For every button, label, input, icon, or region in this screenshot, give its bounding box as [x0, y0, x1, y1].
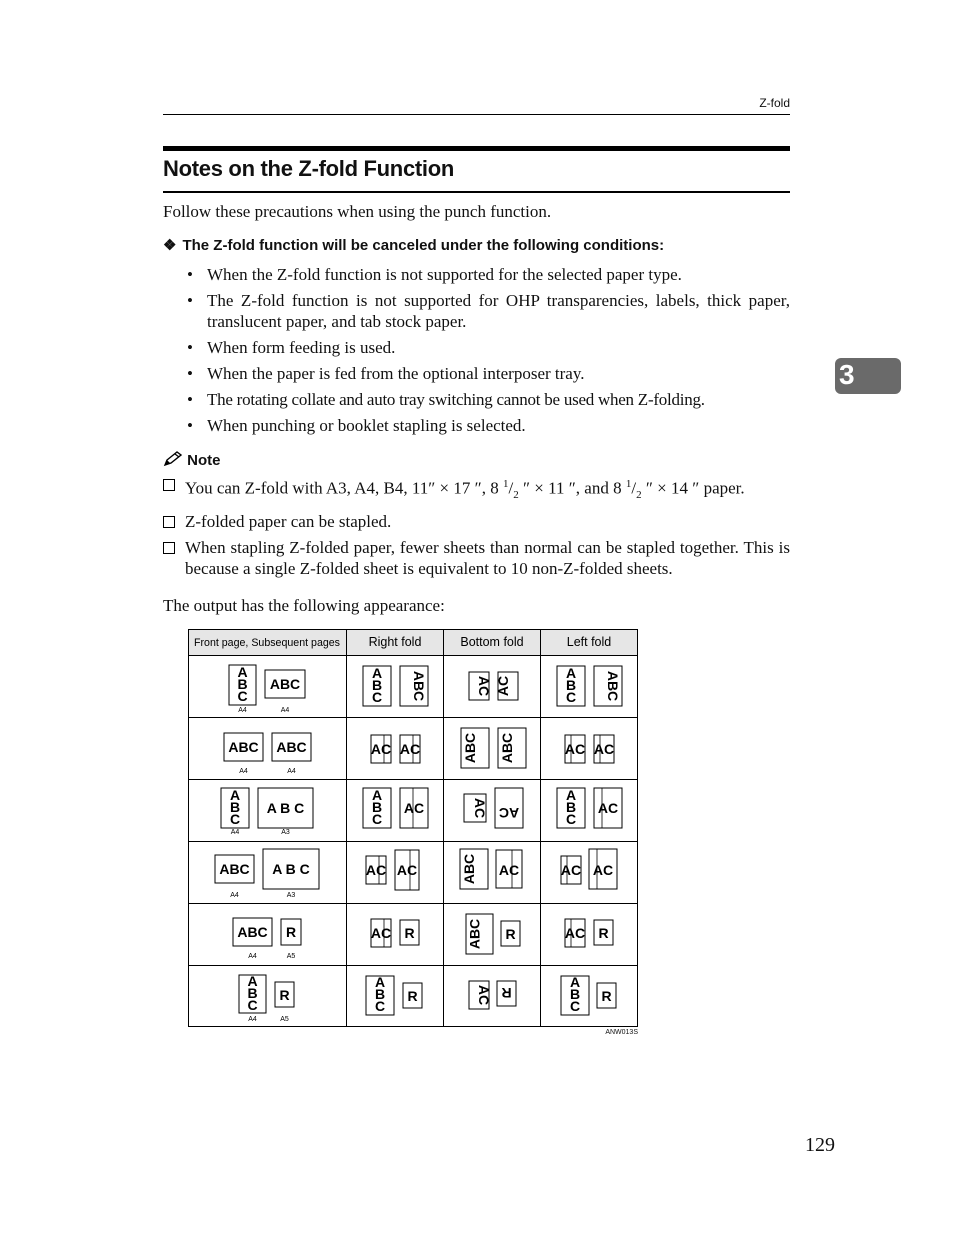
svg-text:AC: AC: [592, 862, 614, 878]
header-left-fold: Left fold: [566, 635, 612, 649]
svg-text:R: R: [407, 988, 418, 1004]
svg-text:AC: AC: [396, 862, 418, 878]
header-rule: [163, 114, 790, 115]
figure-code: ANW013S: [605, 1029, 638, 1036]
svg-text:ABC: ABC: [466, 918, 483, 950]
running-head: Z-fold: [759, 96, 790, 110]
svg-text:C: C: [371, 689, 383, 705]
size-label: A4: [230, 892, 239, 899]
size-label: A3: [281, 829, 290, 836]
title-bottom-rule: [163, 191, 790, 193]
svg-text:B: B: [371, 677, 383, 693]
size-label: A4: [248, 1016, 257, 1023]
list-item: • The Z-fold function is not supported for OHP transparencies, labels, thick paper, translucent paper, and tab stock paper.: [207, 290, 790, 332]
svg-text:ABC: ABC: [237, 924, 268, 940]
svg-text:R: R: [285, 924, 297, 940]
svg-text:AC: AC: [564, 925, 586, 941]
svg-text:C: C: [569, 998, 581, 1014]
conditions-heading-text: The Z-fold function will be canceled under the following conditions:: [182, 237, 665, 254]
svg-text:C: C: [374, 998, 386, 1014]
svg-text:A: A: [374, 974, 386, 990]
svg-text:AC: AC: [564, 741, 586, 757]
pencil-icon: [163, 451, 183, 467]
svg-text:AC: AC: [476, 984, 492, 1006]
svg-text:A: A: [565, 787, 577, 803]
header-bottom-fold: Bottom fold: [460, 635, 524, 649]
page-number: 129: [805, 1134, 835, 1156]
diamond-icon: ❖: [163, 237, 177, 254]
size-label: A4: [238, 707, 247, 714]
intro-text: Follow these precautions when using the punch function.: [163, 202, 552, 221]
row-4: [215, 849, 617, 899]
svg-text:AC: AC: [498, 805, 520, 821]
svg-text:B: B: [229, 799, 241, 815]
svg-text:ABC: ABC: [411, 670, 427, 702]
note-heading-text: Note: [187, 452, 221, 469]
svg-text:AC: AC: [365, 862, 387, 878]
checkbox-icon: [163, 542, 175, 554]
note-item: When stapling Z-folded paper, fewer sheets than normal can be stapled together. This is because a single Z-folded sheet is equivalent to 10 non-Z-folded sheets.: [185, 537, 790, 579]
svg-text:ABC: ABC: [276, 739, 307, 755]
svg-text:ABC: ABC: [219, 861, 250, 877]
notes-list: [185, 474, 790, 584]
svg-text:C: C: [565, 811, 577, 827]
svg-text:R: R: [601, 988, 612, 1004]
header-right-fold: Right fold: [368, 635, 422, 649]
svg-text:ABC: ABC: [269, 676, 301, 692]
checkbox-icon: [163, 516, 175, 528]
title-top-rule: [163, 146, 790, 151]
svg-text:B: B: [237, 676, 248, 692]
size-label: A4: [287, 768, 296, 775]
list-item: • When the paper is fed from the optional interposer tray.: [207, 363, 790, 384]
size-label: A4: [239, 768, 248, 775]
svg-text:A: A: [229, 787, 241, 803]
svg-text:A: A: [237, 664, 248, 680]
size-label: A5: [286, 953, 296, 960]
svg-text:C: C: [237, 688, 248, 704]
svg-text:AC: AC: [399, 741, 421, 757]
svg-text:AC: AC: [370, 925, 392, 941]
svg-text:A: A: [247, 973, 258, 989]
svg-text:C: C: [229, 811, 241, 827]
list-item: • The rotating collate and auto tray switching cannot be used when Z-folding.: [207, 389, 790, 410]
svg-text:B: B: [565, 677, 577, 693]
list-item: • When form feeding is used.: [207, 337, 790, 358]
size-label: A5: [280, 1016, 289, 1023]
svg-text:AC: AC: [593, 741, 615, 757]
svg-text:AC: AC: [498, 862, 520, 878]
svg-text:A: A: [371, 665, 383, 681]
page-title: Notes on the Z-fold Function: [163, 156, 454, 181]
svg-text:B: B: [374, 986, 386, 1002]
chapter-tab: [835, 358, 901, 394]
row-3: [221, 787, 622, 836]
svg-text:A B C: A B C: [266, 800, 305, 816]
svg-text:R: R: [501, 985, 512, 1001]
svg-text:R: R: [279, 987, 290, 1003]
checkbox-icon: [163, 479, 175, 491]
size-label: A4: [280, 707, 290, 714]
svg-text:A: A: [569, 974, 581, 990]
svg-text:R: R: [404, 925, 415, 941]
svg-text:B: B: [247, 985, 258, 1001]
svg-text:ABC: ABC: [228, 739, 259, 755]
list-item: • When the Z-fold function is not supported for the selected paper type.: [207, 264, 790, 285]
svg-text:C: C: [565, 689, 577, 705]
svg-text:R: R: [598, 925, 609, 941]
size-label: A3: [286, 892, 296, 899]
list-item: • When punching or booklet stapling is selected.: [207, 415, 790, 436]
svg-text:AC: AC: [403, 800, 425, 816]
svg-text:A: A: [565, 665, 577, 681]
svg-text:A: A: [371, 787, 383, 803]
outro-text: The output has the following appearance:: [163, 596, 445, 615]
row-1: [229, 664, 622, 714]
svg-text:B: B: [569, 986, 581, 1002]
conditions-heading: [163, 236, 664, 254]
chapter-number: 3: [839, 359, 855, 390]
svg-text:ABC: ABC: [605, 670, 621, 702]
svg-text:AC: AC: [597, 800, 619, 816]
size-label: A4: [230, 829, 240, 836]
note-heading: [163, 451, 221, 469]
conditions-list: [207, 264, 790, 441]
note-item: Z-folded paper can be stapled.: [185, 511, 790, 532]
svg-text:C: C: [247, 997, 258, 1013]
header-front: Front page, Subsequent pages: [194, 637, 341, 649]
svg-text:AC: AC: [476, 675, 492, 697]
zfold-output-figure: [188, 629, 640, 1029]
svg-text:B: B: [565, 799, 577, 815]
svg-text:A B C: A B C: [272, 861, 310, 877]
svg-text:AC: AC: [495, 675, 511, 697]
svg-text:AC: AC: [472, 797, 488, 819]
svg-text:ABC: ABC: [499, 732, 515, 764]
row-2: [224, 728, 614, 775]
note-item: You can Z-fold with A3, A4, B4, 11″ × 17 ″, 8 $^1/_2$ ″ × 11 ″, and 8 $^1/_2$ ″ × 14 ″ paper.: [185, 474, 790, 506]
svg-text:R: R: [505, 926, 516, 942]
svg-text:ABC: ABC: [461, 853, 477, 885]
svg-text:C: C: [371, 811, 383, 827]
size-label: A4: [248, 953, 257, 960]
svg-text:B: B: [371, 799, 383, 815]
svg-text:AC: AC: [370, 741, 392, 757]
svg-text:ABC: ABC: [462, 732, 478, 764]
svg-text:AC: AC: [560, 862, 582, 878]
row-6: [239, 973, 616, 1023]
row-5: [233, 914, 613, 960]
